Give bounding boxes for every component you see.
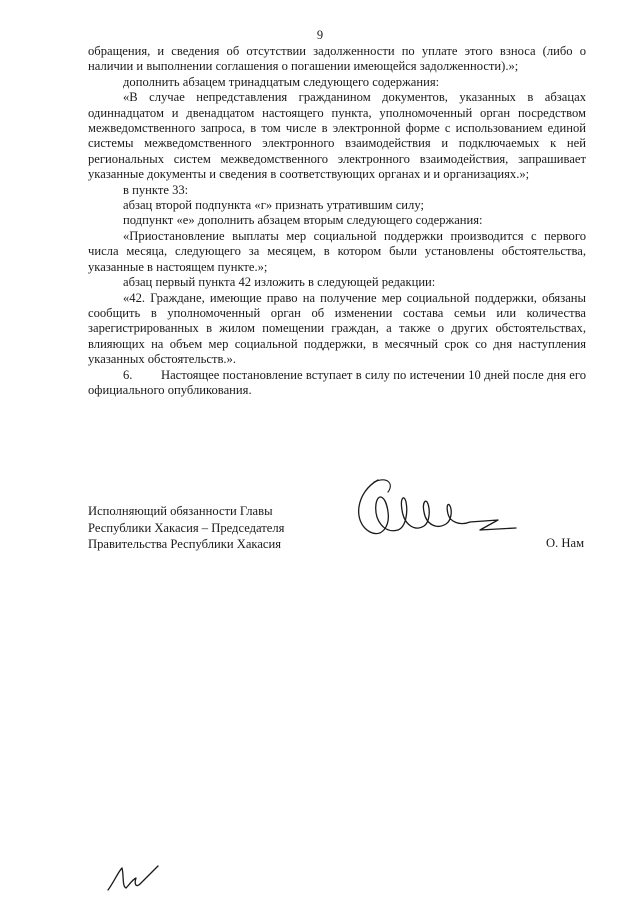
signatory-line-1: Исполняющий обязанности Главы	[88, 504, 273, 518]
handwritten-signature	[348, 470, 518, 550]
paragraph-subpoint-g: абзац второй подпункта «г» признать утратившим силу;	[123, 198, 424, 213]
paragraph-point-6	[88, 368, 586, 399]
point-6-text: Настоящее постановление вступает в силу по истечении 10 дней после дня его официального опубликования.	[88, 367, 586, 397]
paragraph-continuation: обращения, и сведения об отсутствии задолженности по уплате этого взноса (либо о наличии и выполнении соглашения о погашении имеющейся задолженности).»;	[88, 44, 586, 74]
document-body	[88, 44, 586, 398]
paragraph-quoted-point-42: «42. Граждане, имеющие право на получение мер социальной поддержки, обязаны сообщить в уполномоченный орган об изменении состава семьи или количества зарегистрированных в жилом помещении граждан, а также о других обстоятельствах, влияющих на объем мер социальной поддержки, в месячный срок со дня наступления указанных обстоятельств.».	[88, 290, 586, 367]
signatory-name: О. Нам	[546, 536, 585, 550]
page-number: 9	[316, 28, 324, 42]
paragraph-point-33: в пункте 33:	[123, 182, 189, 197]
paragraph-quoted-text: «В случае непредставления гражданином документов, указанных в абзацах одиннадцатом и двенадцатом настоящего пункта, уполномоченный орган посредством межведомственного запроса, в том числе в электронной форме с использованием единой системы межведомственного электронного взаимодействия и подключаемых к ней региональных систем межведомственного электронного взаимодействия, запрашивает указанные документы и сведения в соответствующих органах и и организациях.»;	[88, 90, 586, 182]
paragraph-quoted-suspension: «Приостановление выплаты мер социальной поддержки производится с первого числа месяца, следующего за месяцем, в котором были установлены обстоятельства, указанные в настоящем пункте.»;	[88, 228, 586, 274]
signatory-line-3: Правительства Республики Хакасия	[88, 537, 282, 551]
handwritten-initials	[104, 862, 160, 894]
paragraph-point-42-instruction: абзац первый пункта 42 изложить в следующей редакции:	[123, 275, 436, 290]
point-number: 6.	[123, 367, 133, 382]
paragraph-amendment-instruction: дополнить абзацем тринадцатым следующего содержания:	[123, 74, 440, 89]
signatory-title	[88, 503, 284, 553]
signatory-line-2: Республики Хакасия – Председателя	[88, 520, 285, 535]
paragraph-subpoint-e: подпункт «е» дополнить абзацем вторым следующего содержания:	[123, 213, 483, 228]
